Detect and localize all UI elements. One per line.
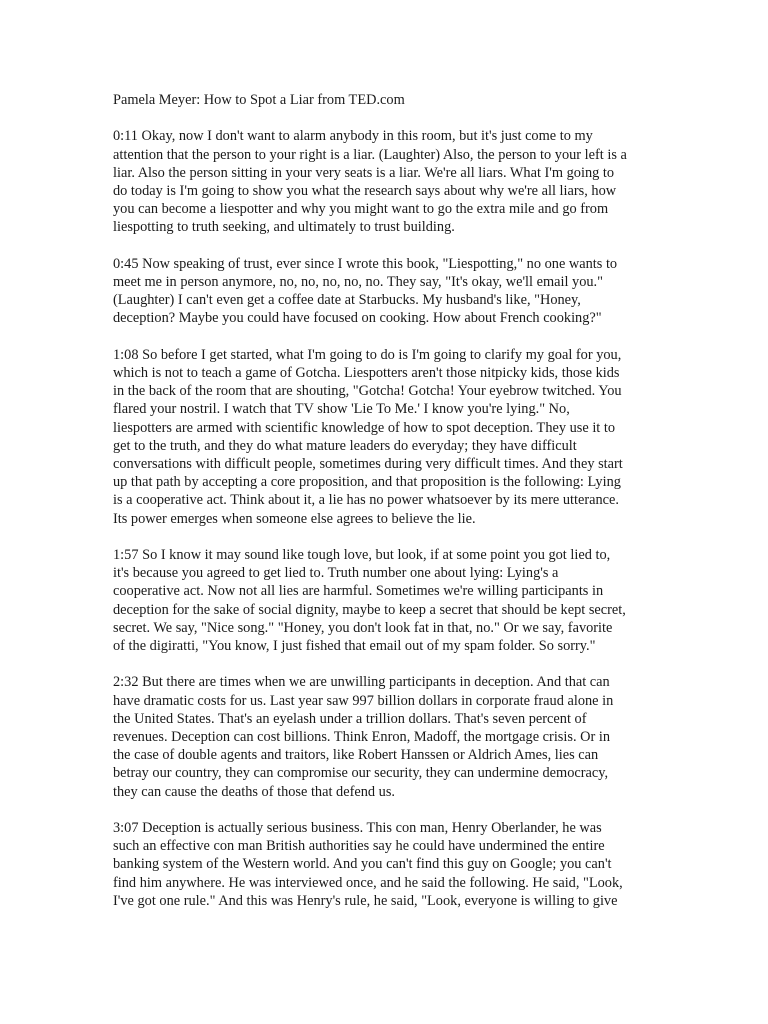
text-line: deception for the sake of social dignity, maybe to keep a secret that should be kept secret, xyxy=(113,601,626,618)
paragraph-0232 xyxy=(113,673,661,800)
text-line: secret. We say, "Nice song." "Honey, you don't look fat in that, no." Or we say, favorite xyxy=(113,619,613,636)
text-line: I've got one rule." And this was Henry's rule, he said, "Look, everyone is willing to give xyxy=(113,892,618,909)
text-line: conversations with difficult people, sometimes during very difficult times. And they start xyxy=(113,456,623,473)
paragraph-0011 xyxy=(113,127,661,236)
text-line: (Laughter) I can't even get a coffee date at Starbucks. My husband's like, "Honey, xyxy=(113,292,581,309)
paragraph-0045 xyxy=(113,255,661,328)
text-line: attention that the person to your right is a liar. (Laughter) Also, the person to your left is a xyxy=(113,146,627,163)
text-line: 0:11 Okay, now I don't want to alarm anybody in this room, but it's just come to my xyxy=(113,128,593,145)
text-line: do today is I'm going to show you what the research says about why we're all liars, how xyxy=(113,183,617,199)
text-line: 1:57 So I know it may sound like tough love, but look, if at some point you got lied to, xyxy=(113,547,611,564)
text-line: meet me in person anymore, no, no, no, no, no. They say, "It's okay, we'll email you." xyxy=(113,274,603,290)
text-line: liespotters are armed with scientific knowledge of how to spot deception. They use it to xyxy=(113,419,616,436)
text-line: liespotting to truth seeking, and ultimately to trust building. xyxy=(113,219,455,236)
text-line: revenues. Deception can cost billions. Think Enron, Madoff, the mortgage crisis. Or in xyxy=(113,729,611,746)
text-line: 1:08 So before I get started, what I'm going to do is I'm going to clarify my goal for you, xyxy=(113,346,622,363)
text-line: betray our country, they can compromise our security, they can undermine democracy, xyxy=(113,765,609,782)
text-line: 0:45 Now speaking of trust, ever since I wrote this book, "Liespotting," no one wants to xyxy=(113,255,618,272)
text-line: the case of double agents and traitors, like Robert Hanssen or Aldrich Ames, lies can xyxy=(113,747,599,764)
transcript-body xyxy=(113,91,661,928)
paragraph-0108 xyxy=(113,346,661,528)
text-line: liar. Also the person sitting in your very seats is a liar. We're all liars. What I'm going to xyxy=(113,164,615,181)
text-line: you can become a liespotter and why you might want to go the extra mile and go from xyxy=(113,201,609,218)
document-title: Pamela Meyer: How to Spot a Liar from TED.com xyxy=(113,92,405,108)
text-line: is a cooperative act. Think about it, a lie has no power whatsoever by its mere utterance. xyxy=(113,492,619,509)
text-line: in the back of the room that are shouting, "Gotcha! Gotcha! Your eyebrow twitched. You xyxy=(113,383,622,400)
paragraph-0157 xyxy=(113,546,661,655)
text-line: such an effective con man British authorities say he could have undermined the entire xyxy=(113,838,605,855)
text-line: of the digiratti, "You know, I just fished that email out of my spam folder. So sorry." xyxy=(113,638,596,655)
text-line: which is not to teach a game of Gotcha. Liespotters aren't those nitpicky kids, those kids xyxy=(113,365,620,381)
text-line: cooperative act. Now not all lies are harmful. Sometimes we're willing participants in xyxy=(113,583,604,600)
text-line: up that path by accepting a core proposition, and that proposition is the following: Lying xyxy=(113,474,621,491)
text-line: Its power emerges when someone else agrees to believe the lie. xyxy=(113,510,476,527)
text-line: flared your nostril. I watch that TV show 'Lie To Me.' I know you're lying." No, xyxy=(113,401,570,418)
text-line: get to the truth, and they do what mature leaders do everyday; they have difficult xyxy=(113,437,577,454)
text-line: they can cause the deaths of those that defend us. xyxy=(113,783,395,800)
text-line: it's because you agreed to get lied to. Truth number one about lying: Lying's a xyxy=(113,565,559,582)
paragraph-0307 xyxy=(113,819,661,910)
text-line: the United States. That's an eyelash under a trillion dollars. That's seven percent of xyxy=(113,710,587,727)
text-line: find him anywhere. He was interviewed once, and he said the following. He said, "Look, xyxy=(113,874,623,891)
text-line: deception? Maybe you could have focused on cooking. How about French cooking?" xyxy=(113,310,602,327)
text-line: 3:07 Deception is actually serious business. This con man, Henry Oberlander, he was xyxy=(113,820,602,837)
text-line: have dramatic costs for us. Last year saw 997 billion dollars in corporate fraud alone in xyxy=(113,692,614,709)
text-line: banking system of the Western world. And you can't find this guy on Google; you can't xyxy=(113,856,612,873)
text-line: 2:32 But there are times when we are unwilling participants in deception. And that can xyxy=(113,674,610,691)
